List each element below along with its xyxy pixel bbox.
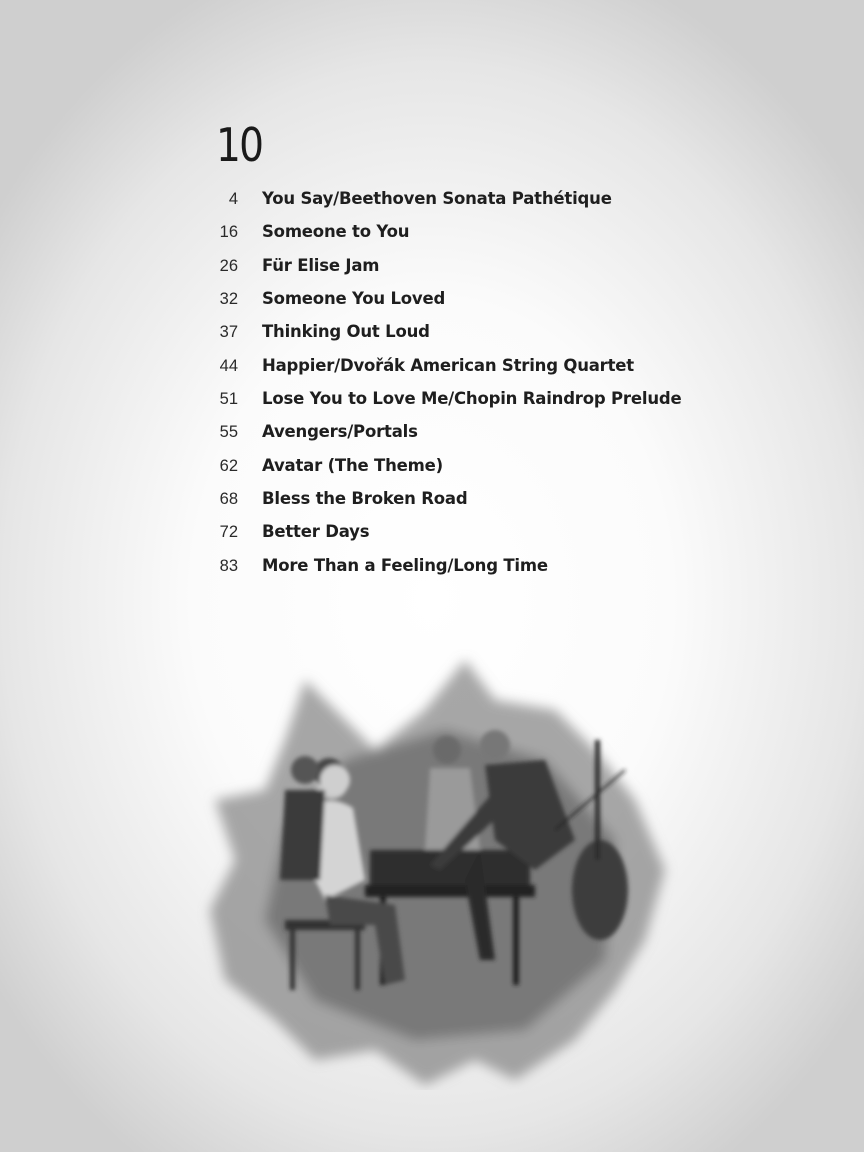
- page-number: 83: [219, 556, 238, 575]
- song-title: Happier/Dvořák American String Quartet: [262, 355, 634, 375]
- page-number: 68: [219, 490, 238, 509]
- page-number: 26: [219, 256, 238, 275]
- page-number: 62: [219, 456, 238, 475]
- page-number: 55: [219, 423, 238, 442]
- song-title: Avengers/Portals: [262, 422, 418, 442]
- toc-entry[interactable]: [200, 522, 681, 555]
- table-of-contents: [200, 189, 681, 589]
- page-number: 51: [219, 390, 238, 409]
- page-number: 32: [219, 290, 238, 309]
- song-title: Thinking Out Loud: [262, 322, 430, 342]
- band-photo: [195, 640, 685, 1090]
- toc-entry[interactable]: [200, 289, 681, 322]
- song-title: Bless the Broken Road: [262, 489, 468, 509]
- toc-entry[interactable]: [200, 489, 681, 522]
- toc-entry[interactable]: [200, 256, 681, 289]
- toc-entry[interactable]: [200, 389, 681, 422]
- page-number: 44: [219, 356, 238, 375]
- toc-entry[interactable]: [200, 356, 681, 389]
- toc-entry[interactable]: [200, 322, 681, 355]
- song-title: Better Days: [262, 522, 370, 542]
- toc-entry[interactable]: [200, 456, 681, 489]
- page-number: 72: [219, 523, 238, 542]
- section-heading: 10: [216, 118, 263, 172]
- song-title: Avatar (The Theme): [262, 455, 443, 475]
- song-title: Für Elise Jam: [262, 255, 380, 275]
- page-number: 4: [228, 190, 238, 208]
- toc-entry[interactable]: [200, 556, 681, 589]
- song-title: Lose You to Love Me/Chopin Raindrop Prelude: [262, 389, 682, 409]
- page-number: 16: [219, 223, 238, 242]
- song-title: Someone You Loved: [262, 289, 446, 309]
- toc-entry[interactable]: [200, 189, 681, 222]
- toc-entry[interactable]: [200, 222, 681, 255]
- page-number: 37: [219, 323, 238, 342]
- song-title: Someone to You: [262, 222, 410, 242]
- toc-entry[interactable]: [200, 422, 681, 455]
- song-title: You Say/Beethoven Sonata Pathétique: [262, 189, 612, 208]
- song-title: More Than a Feeling/Long Time: [262, 555, 548, 575]
